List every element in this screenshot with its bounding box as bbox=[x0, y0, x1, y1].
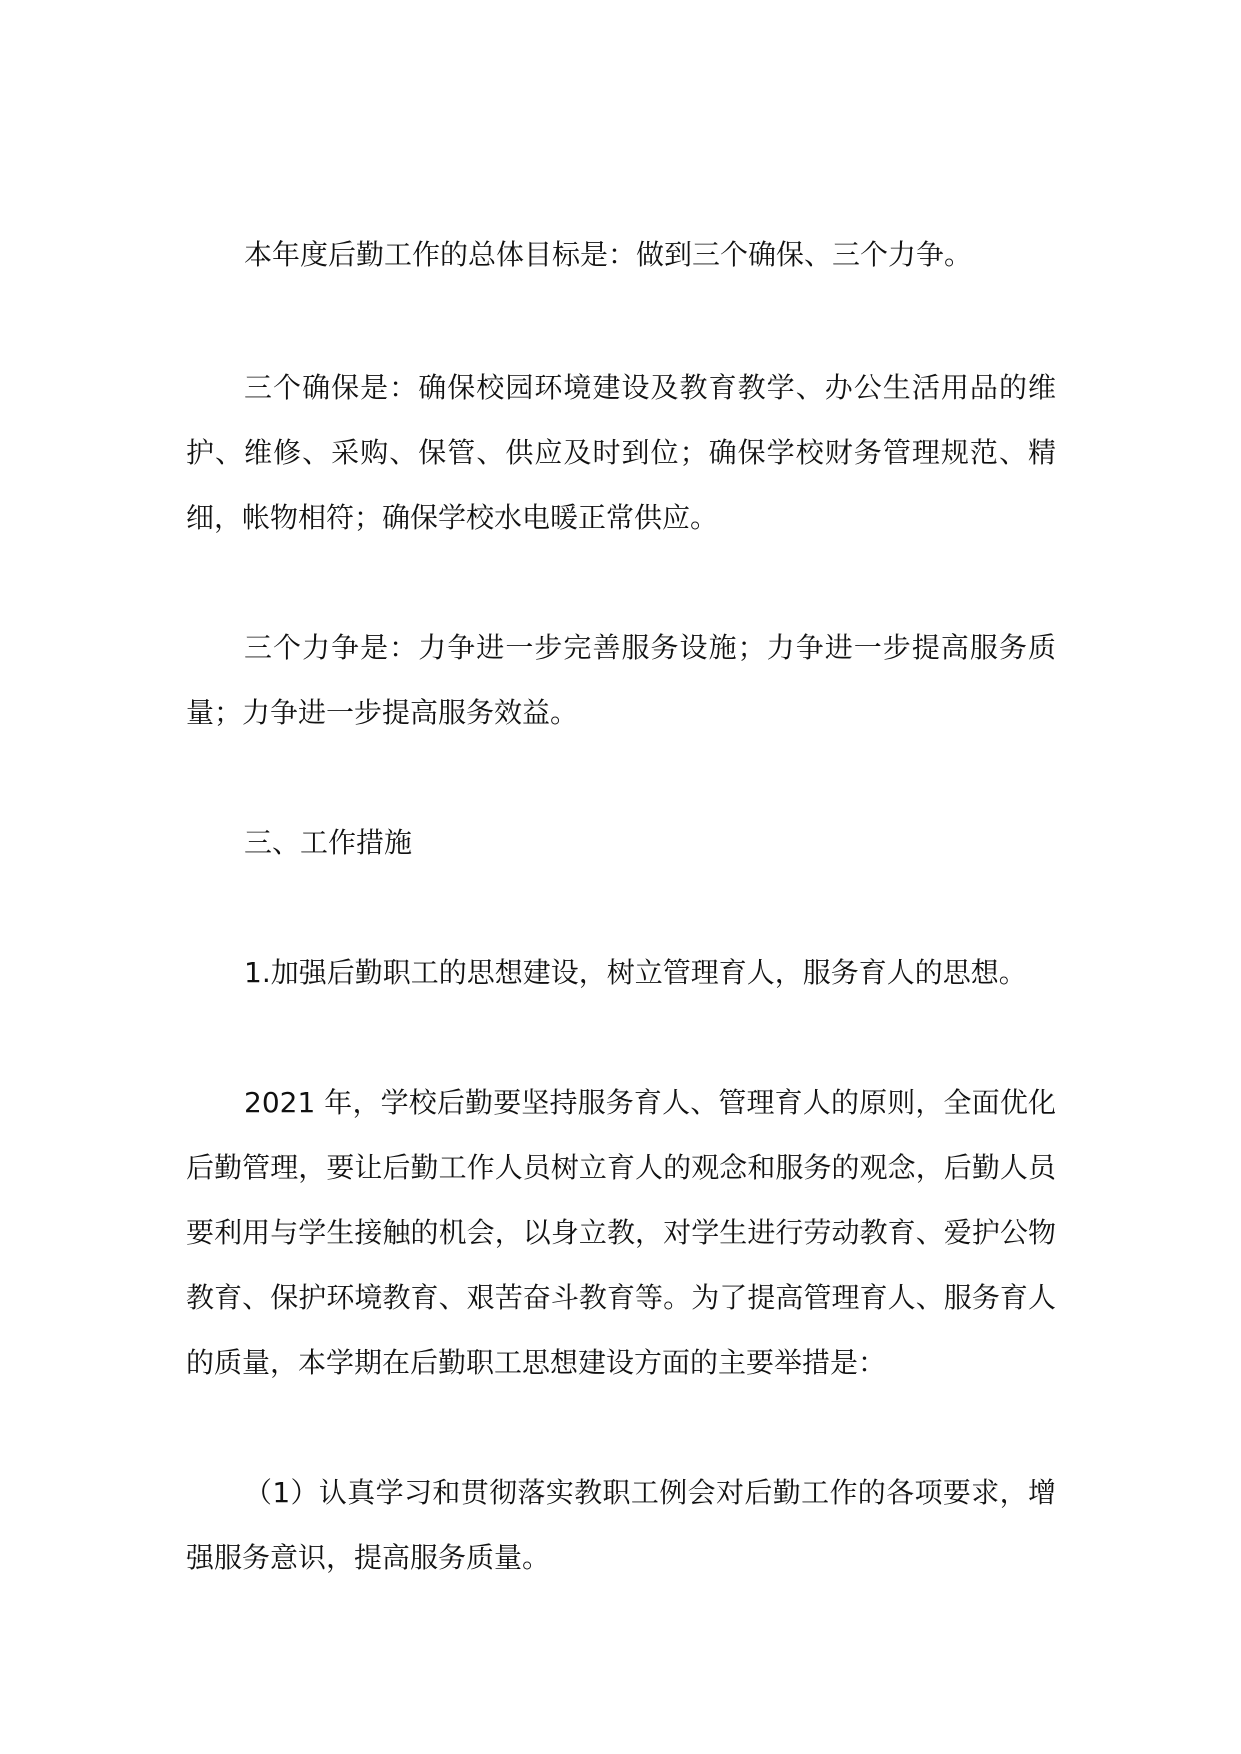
section-heading-work-measures: 三、工作措施 bbox=[244, 826, 413, 859]
document-body bbox=[186, 222, 1056, 1590]
paragraph-overall-goal: 本年度后勤工作的总体目标是：做到三个确保、三个力争。 bbox=[244, 238, 973, 271]
paragraph-measure-1: 1.加强后勤职工的思想建设，树立管理育人，服务育人的思想。 bbox=[244, 956, 1027, 989]
paragraph-three-guarantees: 三个确保是：确保校园环境建设及教育教学、办公生活用品的维护、维修、采购、保管、供应及时到位；确保学校财务管理规范、精细，帐物相符；确保学校水电暖正常供应。 bbox=[186, 371, 1056, 534]
paragraph-sub-measure-1: （1）认真学习和贯彻落实教职工例会对后勤工作的各项要求，增强服务意识，提高服务质量。 bbox=[186, 1476, 1056, 1574]
paragraph-three-strivings: 三个力争是：力争进一步完善服务设施；力争进一步提高服务质量；力争进一步提高服务效益。 bbox=[186, 631, 1056, 729]
paragraph-2021-principles: 2021 年，学校后勤要坚持服务育人、管理育人的原则，全面优化后勤管理，要让后勤工作人员树立育人的观念和服务的观念，后勤人员要利用与学生接触的机会，以身立教，对学生进行劳动教育、爱护公物教育、保护环境教育、艰苦奋斗教育等。为了提高管理育人、服务育人的质量，本学期在后勤职工思想建设方面的主要举措是： bbox=[186, 1086, 1056, 1379]
